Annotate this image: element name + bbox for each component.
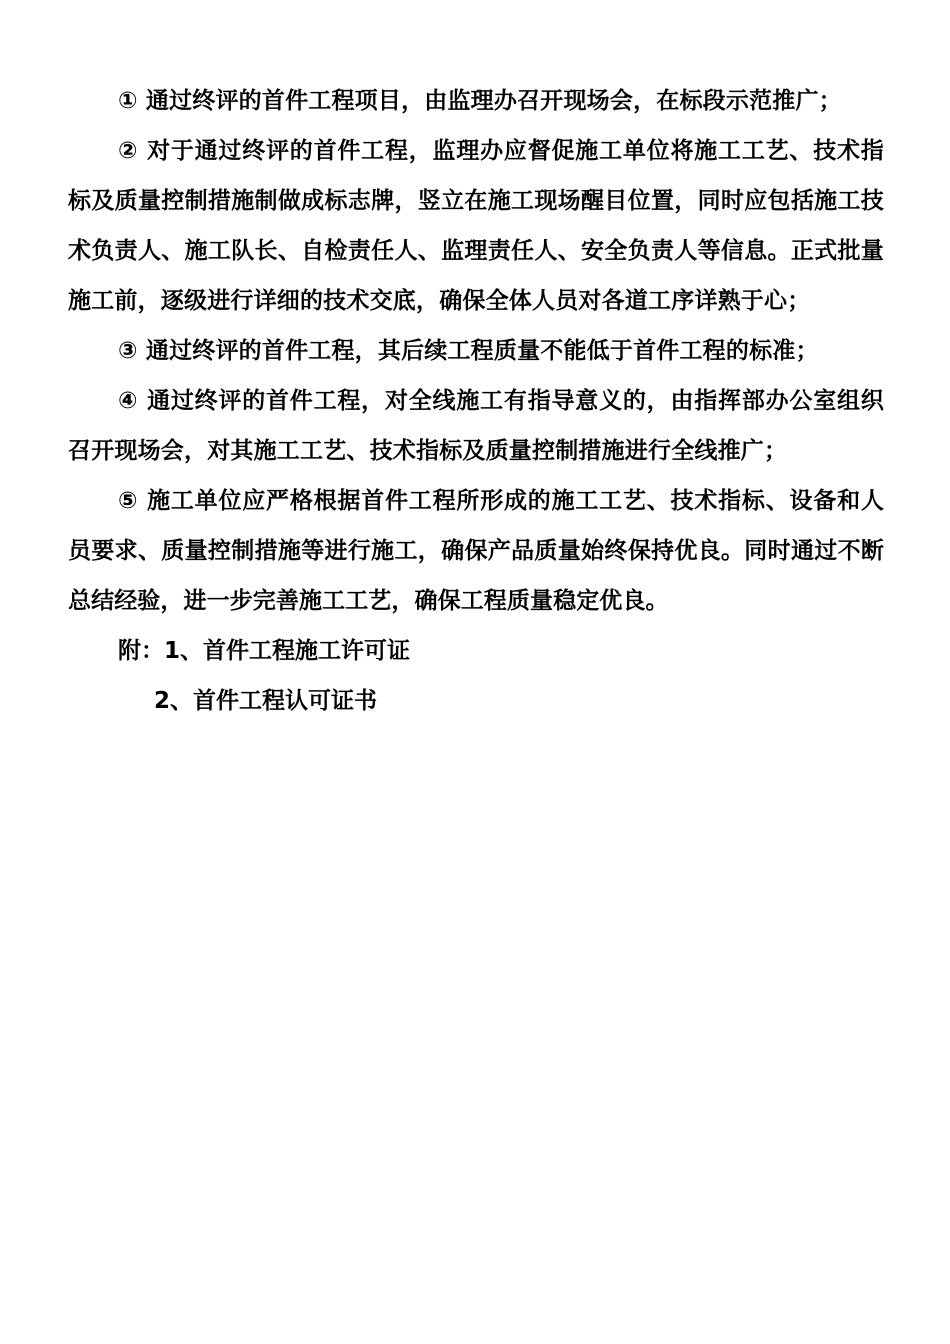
attachment-line-1: 附：1、首件工程施工许可证 [118, 638, 411, 664]
document-body [68, 76, 884, 726]
paragraph-item-2: ② 对于通过终评的首件工程，监理办应督促施工单位将施工工艺、技术指标及质量控制措施制做成标志牌，竖立在施工现场醒目位置，同时应包括施工技术负责人、施工队长、自检责任人、监理责任人、安全负责人等信息。正式批量施工前，逐级进行详细的技术交底，确保全体人员对各道工序详熟于心； [68, 138, 884, 314]
paragraph-item-1: ① 通过终评的首件工程项目，由监理办召开现场会，在标段示范推广； [118, 88, 842, 114]
attachment-line-2: 2、首件工程认可证书 [154, 688, 378, 714]
paragraph-item-3: ③ 通过终评的首件工程，其后续工程质量不能低于首件工程的标准； [118, 338, 819, 364]
paragraph-item-5: ⑤ 施工单位应严格根据首件工程所形成的施工工艺、技术指标、设备和人员要求、质量控制措施等进行施工，确保产品质量始终保持优良。同时通过不断总结经验，进一步完善施工工艺，确保工程质量稳定优良。 [68, 488, 884, 614]
paragraph-item-4: ④ 通过终评的首件工程，对全线施工有指导意义的，由指挥部办公室组织召开现场会，对其施工工艺、技术指标及质量控制措施进行全线推广； [68, 388, 884, 464]
